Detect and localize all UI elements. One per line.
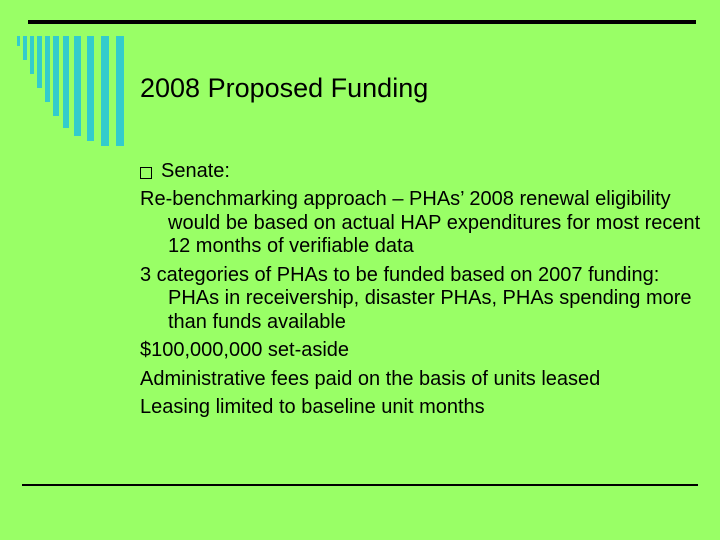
slide-body xyxy=(140,155,710,425)
decorative-stripes xyxy=(17,36,127,146)
square-bullet-icon xyxy=(140,167,152,179)
bullet-text: Senate: xyxy=(161,159,230,182)
paragraph-rebenchmarking: Re-benchmarking approach – PHAs’ 2008 renewal eligibility would be based on actual HAP expenditures for most recent 12 months of verifiable data xyxy=(140,188,701,257)
paragraph-set-aside: $100,000,000 set-aside xyxy=(140,339,350,361)
paragraph-admin-fees: Administrative fees paid on the basis of units leased xyxy=(140,367,601,390)
top-rule xyxy=(28,20,696,24)
paragraph-categories: 3 categories of PHAs to be funded based on 2007 funding: PHAs in receivership, disaster PHAs, PHAs spending more than funds available xyxy=(140,263,692,333)
paragraph-leasing: Leasing limited to baseline unit months xyxy=(140,396,485,418)
slide-title: 2008 Proposed Funding xyxy=(140,73,429,103)
bullet-item xyxy=(140,155,710,188)
bottom-rule xyxy=(22,484,698,486)
